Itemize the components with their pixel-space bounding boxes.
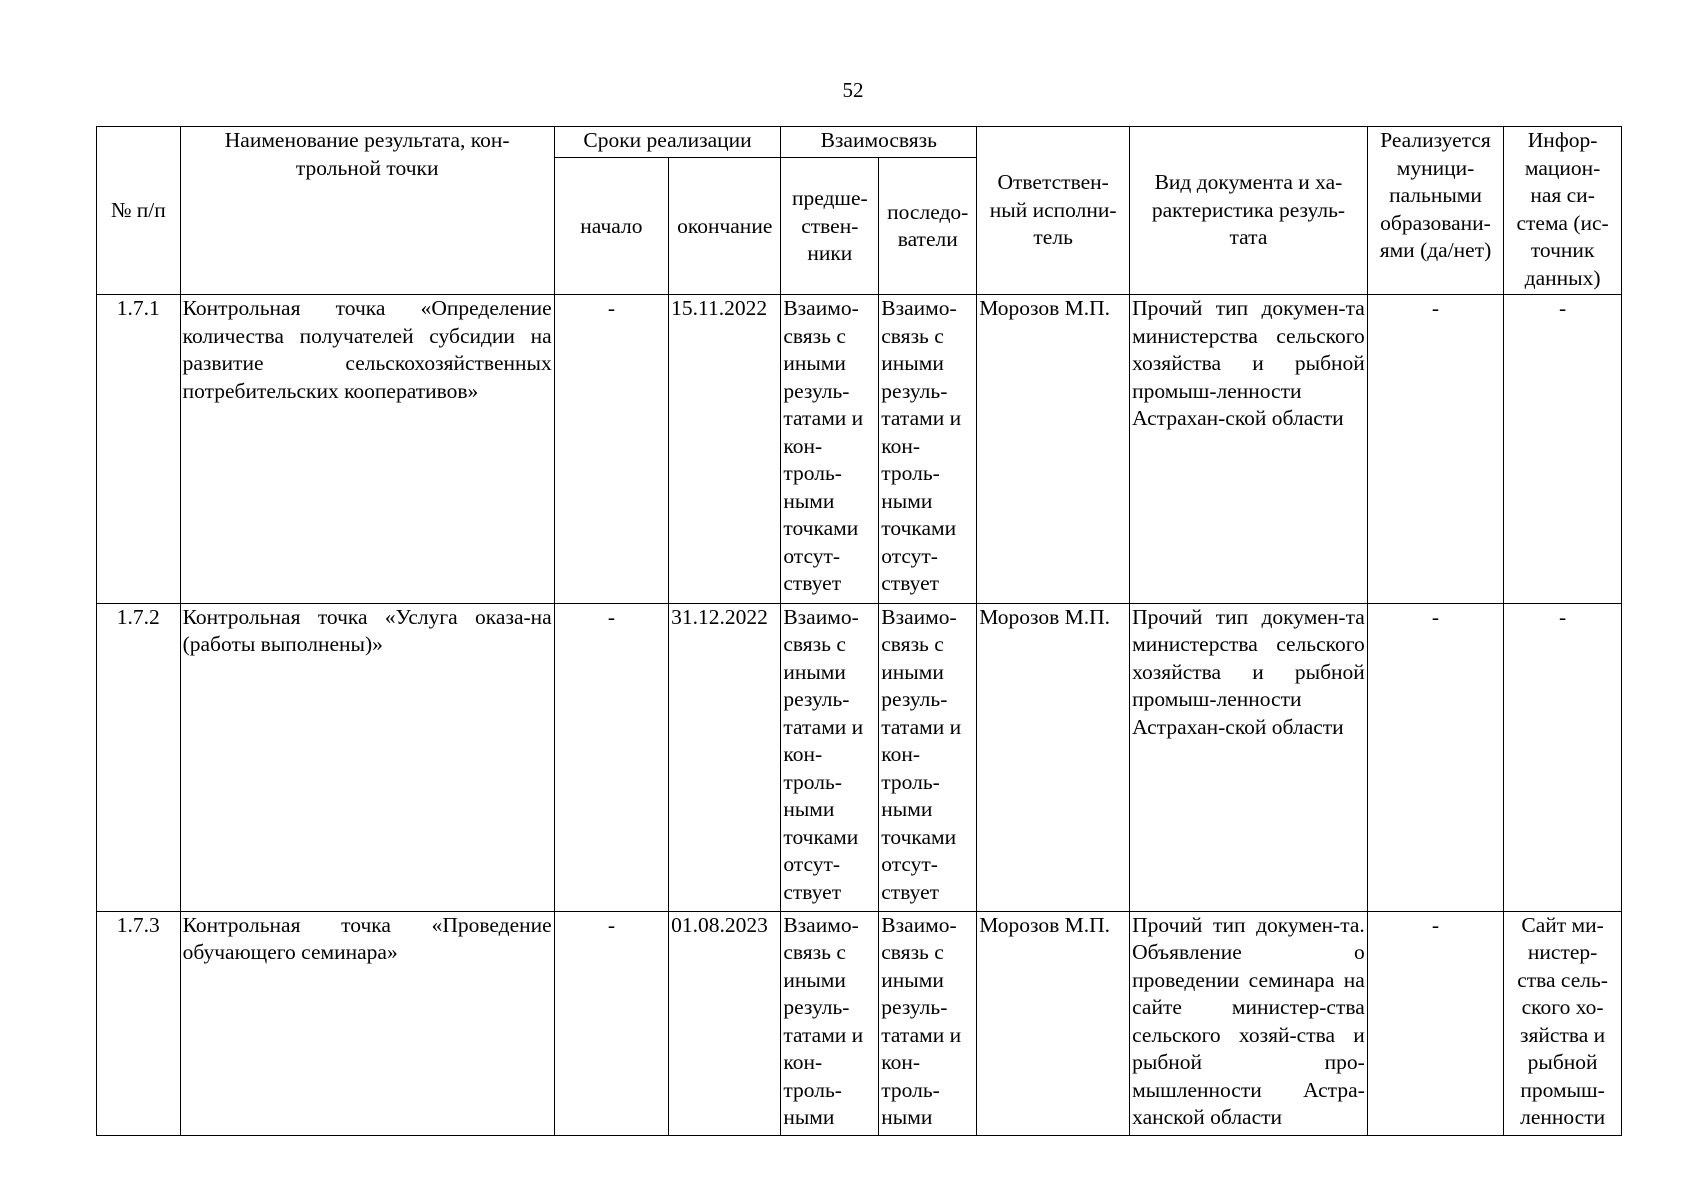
row-end: 31.12.2022: [669, 603, 781, 911]
row-start: -: [554, 911, 668, 1135]
row-municipal: -: [1367, 295, 1503, 603]
row-municipal: -: [1367, 911, 1503, 1135]
row-start: -: [554, 295, 668, 603]
row-name: Контрольная точка «Услуга оказа-на (работы выполнены)»: [180, 603, 554, 911]
header-end: окончание: [669, 158, 781, 295]
row-end: 15.11.2022: [669, 295, 781, 603]
table-row: [97, 911, 1622, 1135]
table-row: [97, 603, 1622, 911]
row-document: Прочий тип докумен-та. Объявление о проведении семинара на сайте министер-ства сельского хозяй-ства и рыбной про-мышленности Астра-ханской области: [1130, 911, 1368, 1135]
row-responsible: Морозов М.П.: [977, 295, 1130, 603]
header-terms: Сроки реализации: [554, 127, 781, 158]
header-next: последо- ватели: [879, 158, 977, 295]
header-document: Вид документа и ха- рактеристика резуль- тата: [1130, 127, 1368, 295]
row-infosystem: -: [1504, 295, 1622, 603]
header-prev: предше- ствен- ники: [781, 158, 879, 295]
row-end: 01.08.2023: [669, 911, 781, 1135]
row-document: Прочий тип докумен-та министерства сельского хозяйства и рыбной промыш-ленности Астрахан-ской области: [1130, 295, 1368, 603]
row-num: 1.7.1: [97, 295, 181, 603]
row-infosystem: -: [1504, 603, 1622, 911]
row-name: Контрольная точка «Проведение обучающего семинара»: [180, 911, 554, 1135]
row-prev: Взаимо- связь с иными резуль- татами и кон- троль- ными: [781, 911, 879, 1135]
row-responsible: Морозов М.П.: [977, 603, 1130, 911]
row-start: -: [554, 603, 668, 911]
row-num: 1.7.3: [97, 911, 181, 1135]
page-number: 52: [842, 78, 864, 102]
header-num: № п/п: [97, 127, 181, 295]
header-relation: Взаимосвязь: [781, 127, 977, 158]
row-infosystem: Сайт ми- нистер- ства сель- ского хо- зяйства и рыбной промыш- ленности: [1504, 911, 1622, 1135]
row-next: Взаимо- связь с иными резуль- татами и кон- троль- ными точками отсут- ствует: [879, 295, 977, 603]
row-next: Взаимо- связь с иными резуль- татами и кон- троль- ными: [879, 911, 977, 1135]
row-prev: Взаимо- связь с иными резуль- татами и кон- троль- ными точками отсут- ствует: [781, 295, 879, 603]
control-points-table: [96, 126, 1622, 1136]
row-next: Взаимо- связь с иными резуль- татами и кон- троль- ными точками отсут- ствует: [879, 603, 977, 911]
row-prev: Взаимо- связь с иными резуль- татами и кон- троль- ными точками отсут- ствует: [781, 603, 879, 911]
table-row: [97, 295, 1622, 603]
header-row-1: [97, 127, 1622, 158]
row-municipal: -: [1367, 603, 1503, 911]
row-name: Контрольная точка «Определение количества получателей субсидии на развитие сельскохозяйственных потребительских кооперативов»: [180, 295, 554, 603]
header-name: Наименование результата, кон- трольной точки: [180, 127, 554, 295]
header-infosystem: Инфор- мацион- ная си- стема (ис- точник данных): [1504, 127, 1622, 295]
row-responsible: Морозов М.П.: [977, 911, 1130, 1135]
header-start: начало: [554, 158, 668, 295]
row-num: 1.7.2: [97, 603, 181, 911]
header-responsible: Ответствен- ный исполни- тель: [977, 127, 1130, 295]
row-document: Прочий тип докумен-та министерства сельского хозяйства и рыбной промыш-ленности Астрахан-ской области: [1130, 603, 1368, 911]
header-municipal: Реализуется муници- пальными образовани- ями (да/нет): [1367, 127, 1503, 295]
